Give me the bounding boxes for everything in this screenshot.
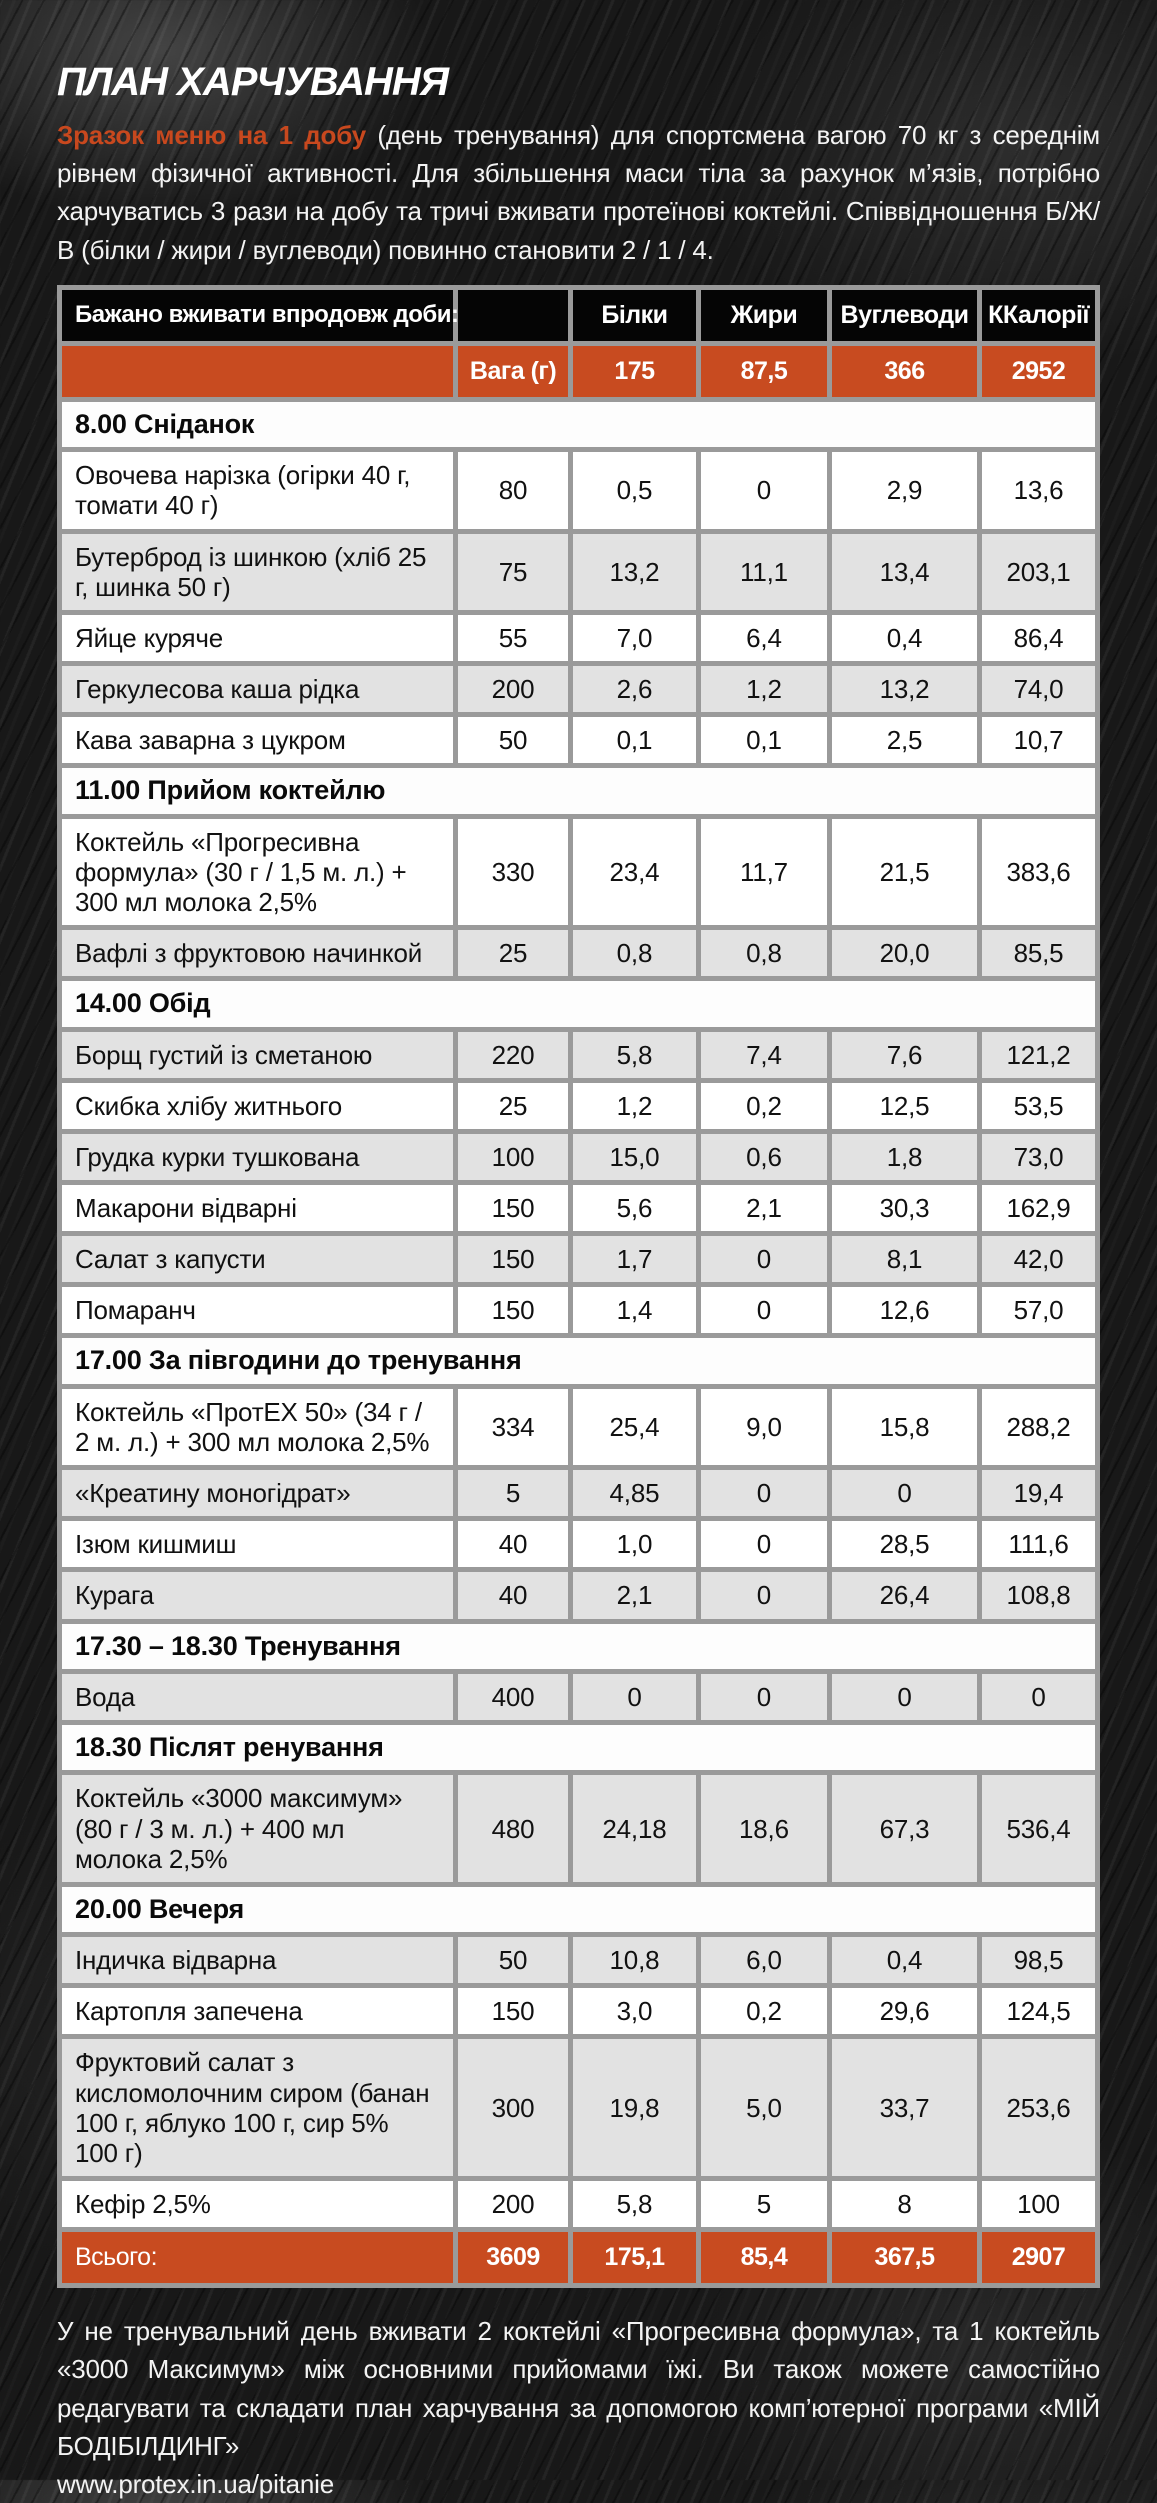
daily-target-row xyxy=(62,346,1095,397)
section-title: 14.00 Обід xyxy=(62,981,1095,1026)
food-protein: 13,2 xyxy=(573,534,696,610)
food-protein: 3,0 xyxy=(573,1988,696,2034)
food-kcal: 121,2 xyxy=(982,1032,1095,1078)
intro-highlight: Зразок меню на 1 добу xyxy=(57,120,367,150)
food-protein: 0,1 xyxy=(573,717,696,763)
food-fat: 0 xyxy=(701,1236,827,1282)
intro-text: (день тренування) для спортсмена вагою 70 кг з середнім рівнем фізичної активності. Для збільшення маси тіла за рахунок м’язів, потрібно харчуватись 3 рази на добу та тричі вживати протеїнові коктейлі. Співвідношення Б/Ж/В (білки / жири / вуглеводи) повинно становити 2 / 1 / 4. xyxy=(57,120,1100,265)
food-row xyxy=(62,1083,1095,1129)
food-weight: 80 xyxy=(458,452,568,528)
footer-paragraph: У не тренувальний день вживати 2 коктейлі «Прогресивна формула», та 1 коктейль «3000 Максимум» між основними прийомами їжі. Ви також можете самостійно редагувати та складати план харчування за допомогою комп’ютерної програми «МІЙ БОДІБІЛДИНГ» xyxy=(57,2316,1100,2461)
food-protein: 19,8 xyxy=(573,2039,696,2176)
food-fat: 0,2 xyxy=(701,1988,827,2034)
food-protein: 10,8 xyxy=(573,1937,696,1983)
food-weight: 220 xyxy=(458,1032,568,1078)
food-row xyxy=(62,1521,1095,1567)
food-protein: 15,0 xyxy=(573,1134,696,1180)
food-weight: 150 xyxy=(458,1185,568,1231)
food-row xyxy=(62,1674,1095,1720)
food-row xyxy=(62,452,1095,528)
daily-target-protein: 175 xyxy=(573,346,696,397)
food-name: Грудка курки тушкована xyxy=(62,1134,453,1180)
daily-target-fat: 87,5 xyxy=(701,346,827,397)
site-url[interactable]: www.protex.in.ua/pitanie xyxy=(57,2469,335,2500)
food-name: Курага xyxy=(62,1572,453,1618)
food-carbs: 30,3 xyxy=(832,1185,977,1231)
nutrition-table xyxy=(57,285,1100,2288)
col-header-desire: Бажано вживати впродовж доби: xyxy=(62,290,453,341)
food-row xyxy=(62,666,1095,712)
section-header-row xyxy=(62,1624,1095,1669)
food-kcal: 162,9 xyxy=(982,1185,1095,1231)
food-row xyxy=(62,2181,1095,2227)
food-protein: 23,4 xyxy=(573,819,696,925)
food-fat: 0,2 xyxy=(701,1083,827,1129)
food-kcal: 73,0 xyxy=(982,1134,1095,1180)
table-header-row xyxy=(62,290,1095,341)
food-protein: 24,18 xyxy=(573,1775,696,1881)
food-fat: 18,6 xyxy=(701,1775,827,1881)
food-fat: 9,0 xyxy=(701,1389,827,1465)
section-title: 20.00 Вечеря xyxy=(62,1887,1095,1932)
food-fat: 6,4 xyxy=(701,615,827,661)
food-row xyxy=(62,534,1095,610)
food-carbs: 8 xyxy=(832,2181,977,2227)
food-kcal: 98,5 xyxy=(982,1937,1095,1983)
table-body xyxy=(62,402,1095,2227)
section-header-row xyxy=(62,1725,1095,1770)
food-carbs: 0,4 xyxy=(832,615,977,661)
food-fat: 0,6 xyxy=(701,1134,827,1180)
food-kcal: 253,6 xyxy=(982,2039,1095,2176)
food-weight: 25 xyxy=(458,1083,568,1129)
food-weight: 25 xyxy=(458,930,568,976)
food-carbs: 12,6 xyxy=(832,1287,977,1333)
food-fat: 0 xyxy=(701,1470,827,1516)
daily-target-label: Вага (г) xyxy=(458,346,568,397)
food-row xyxy=(62,819,1095,925)
food-fat: 0,1 xyxy=(701,717,827,763)
food-weight: 330 xyxy=(458,819,568,925)
food-name: Кава заварна з цукром xyxy=(62,717,453,763)
food-name: Ізюм кишмиш xyxy=(62,1521,453,1567)
food-fat: 5 xyxy=(701,2181,827,2227)
food-fat: 0 xyxy=(701,1572,827,1618)
food-fat: 7,4 xyxy=(701,1032,827,1078)
food-fat: 11,1 xyxy=(701,534,827,610)
food-row xyxy=(62,2039,1095,2176)
section-title: 11.00 Прийом коктейлю xyxy=(62,768,1095,813)
food-name: «Креатину моногідрат» xyxy=(62,1470,453,1516)
food-weight: 50 xyxy=(458,717,568,763)
food-row xyxy=(62,930,1095,976)
food-kcal: 203,1 xyxy=(982,534,1095,610)
section-header-row xyxy=(62,402,1095,447)
food-carbs: 7,6 xyxy=(832,1032,977,1078)
food-weight: 150 xyxy=(458,1236,568,1282)
food-carbs: 33,7 xyxy=(832,2039,977,2176)
food-carbs: 0 xyxy=(832,1674,977,1720)
food-name: Індичка відварна xyxy=(62,1937,453,1983)
total-carbs: 367,5 xyxy=(832,2232,977,2283)
food-protein: 4,85 xyxy=(573,1470,696,1516)
food-kcal: 86,4 xyxy=(982,615,1095,661)
food-carbs: 1,8 xyxy=(832,1134,977,1180)
food-name: Салат з капусти xyxy=(62,1236,453,1282)
food-weight: 5 xyxy=(458,1470,568,1516)
food-row xyxy=(62,1134,1095,1180)
food-carbs: 8,1 xyxy=(832,1236,977,1282)
food-kcal: 42,0 xyxy=(982,1236,1095,1282)
food-protein: 0 xyxy=(573,1674,696,1720)
food-fat: 0,8 xyxy=(701,930,827,976)
section-title: 8.00 Сніданок xyxy=(62,402,1095,447)
food-protein: 1,0 xyxy=(573,1521,696,1567)
food-name: Кефір 2,5% xyxy=(62,2181,453,2227)
food-row xyxy=(62,1937,1095,1983)
food-kcal: 111,6 xyxy=(982,1521,1095,1567)
food-carbs: 13,4 xyxy=(832,534,977,610)
total-label: Всього: xyxy=(62,2232,453,2283)
food-protein: 0,5 xyxy=(573,452,696,528)
food-row xyxy=(62,1470,1095,1516)
section-header-row xyxy=(62,981,1095,1026)
daily-target-empty-cell xyxy=(62,346,453,397)
food-weight: 400 xyxy=(458,1674,568,1720)
col-header-kcal: ККалорії xyxy=(982,290,1095,341)
food-row xyxy=(62,1236,1095,1282)
food-carbs: 0 xyxy=(832,1470,977,1516)
food-name: Помаранч xyxy=(62,1287,453,1333)
section-title: 17.00 За півгодини до тренування xyxy=(62,1338,1095,1383)
food-kcal: 383,6 xyxy=(982,819,1095,925)
food-carbs: 21,5 xyxy=(832,819,977,925)
food-name: Вафлі з фруктовою начинкой xyxy=(62,930,453,976)
total-kcal: 2907 xyxy=(982,2232,1095,2283)
food-kcal: 108,8 xyxy=(982,1572,1095,1618)
total-weight: 3609 xyxy=(458,2232,568,2283)
food-kcal: 10,7 xyxy=(982,717,1095,763)
food-carbs: 67,3 xyxy=(832,1775,977,1881)
food-weight: 100 xyxy=(458,1134,568,1180)
food-name: Бутерброд із шинкою (хліб 25 г, шинка 50 г) xyxy=(62,534,453,610)
food-protein: 2,6 xyxy=(573,666,696,712)
food-row xyxy=(62,1775,1095,1881)
col-header-fat: Жири xyxy=(701,290,827,341)
food-protein: 25,4 xyxy=(573,1389,696,1465)
page-title: ПЛАН ХАРЧУВАННЯ xyxy=(57,60,448,104)
food-fat: 0 xyxy=(701,1674,827,1720)
section-title: 17.30 – 18.30 Тренування xyxy=(62,1624,1095,1669)
food-weight: 200 xyxy=(458,2181,568,2227)
food-kcal: 288,2 xyxy=(982,1389,1095,1465)
section-title: 18.30 Післят ренування xyxy=(62,1725,1095,1770)
food-protein: 5,8 xyxy=(573,2181,696,2227)
food-row xyxy=(62,1389,1095,1465)
food-weight: 334 xyxy=(458,1389,568,1465)
food-fat: 0 xyxy=(701,1287,827,1333)
food-weight: 50 xyxy=(458,1937,568,1983)
food-carbs: 13,2 xyxy=(832,666,977,712)
food-row xyxy=(62,1572,1095,1618)
food-row xyxy=(62,1988,1095,2034)
food-weight: 40 xyxy=(458,1521,568,1567)
food-kcal: 124,5 xyxy=(982,1988,1095,2034)
food-protein: 1,4 xyxy=(573,1287,696,1333)
food-name: Вода xyxy=(62,1674,453,1720)
food-carbs: 2,9 xyxy=(832,452,977,528)
food-kcal: 19,4 xyxy=(982,1470,1095,1516)
col-header-carbs: Вуглеводи xyxy=(832,290,977,341)
food-fat: 1,2 xyxy=(701,666,827,712)
food-row xyxy=(62,1032,1095,1078)
food-protein: 2,1 xyxy=(573,1572,696,1618)
food-weight: 55 xyxy=(458,615,568,661)
food-row xyxy=(62,615,1095,661)
col-header-empty xyxy=(458,290,568,341)
food-name: Яйце куряче xyxy=(62,615,453,661)
food-kcal: 57,0 xyxy=(982,1287,1095,1333)
food-protein: 1,7 xyxy=(573,1236,696,1282)
food-weight: 150 xyxy=(458,1287,568,1333)
food-kcal: 100 xyxy=(982,2181,1095,2227)
col-header-protein: Білки xyxy=(573,290,696,341)
food-weight: 75 xyxy=(458,534,568,610)
daily-target-kcal: 2952 xyxy=(982,346,1095,397)
food-row xyxy=(62,717,1095,763)
food-row xyxy=(62,1185,1095,1231)
total-protein: 175,1 xyxy=(573,2232,696,2283)
food-weight: 150 xyxy=(458,1988,568,2034)
food-name: Коктейль «3000 максимум» (80 г / 3 м. л.) + 400 мл молока 2,5% xyxy=(62,1775,453,1881)
food-weight: 480 xyxy=(458,1775,568,1881)
food-name: Скибка хлібу житнього xyxy=(62,1083,453,1129)
food-protein: 0,8 xyxy=(573,930,696,976)
food-name: Макарони відварні xyxy=(62,1185,453,1231)
total-fat: 85,4 xyxy=(701,2232,827,2283)
food-fat: 11,7 xyxy=(701,819,827,925)
food-fat: 0 xyxy=(701,452,827,528)
food-carbs: 15,8 xyxy=(832,1389,977,1465)
food-kcal: 53,5 xyxy=(982,1083,1095,1129)
food-name: Картопля запечена xyxy=(62,1988,453,2034)
food-weight: 40 xyxy=(458,1572,568,1618)
food-carbs: 28,5 xyxy=(832,1521,977,1567)
food-fat: 5,0 xyxy=(701,2039,827,2176)
food-name: Фруктовий салат з кисломолочним сиром (банан 100 г, яблуко 100 г, сир 5% 100 г) xyxy=(62,2039,453,2176)
food-carbs: 20,0 xyxy=(832,930,977,976)
food-name: Геркулесова каша рідка xyxy=(62,666,453,712)
food-fat: 0 xyxy=(701,1521,827,1567)
food-fat: 6,0 xyxy=(701,1937,827,1983)
food-protein: 1,2 xyxy=(573,1083,696,1129)
food-protein: 7,0 xyxy=(573,615,696,661)
food-weight: 300 xyxy=(458,2039,568,2176)
food-name: Овочева нарізка (огірки 40 г, томати 40 г) xyxy=(62,452,453,528)
food-kcal: 85,5 xyxy=(982,930,1095,976)
total-row xyxy=(62,2232,1095,2283)
food-name: Борщ густий із сметаною xyxy=(62,1032,453,1078)
food-protein: 5,8 xyxy=(573,1032,696,1078)
intro-paragraph xyxy=(57,116,1100,269)
food-weight: 200 xyxy=(458,666,568,712)
food-kcal: 74,0 xyxy=(982,666,1095,712)
daily-target-carbs: 366 xyxy=(832,346,977,397)
food-carbs: 26,4 xyxy=(832,1572,977,1618)
section-header-row xyxy=(62,768,1095,813)
food-carbs: 12,5 xyxy=(832,1083,977,1129)
food-carbs: 2,5 xyxy=(832,717,977,763)
food-carbs: 0,4 xyxy=(832,1937,977,1983)
food-fat: 2,1 xyxy=(701,1185,827,1231)
section-header-row xyxy=(62,1887,1095,1932)
food-kcal: 13,6 xyxy=(982,452,1095,528)
food-carbs: 29,6 xyxy=(832,1988,977,2034)
food-row xyxy=(62,1287,1095,1333)
food-name: Коктейль «Прогресивна формула» (30 г / 1,5 м. л.) + 300 мл молока 2,5% xyxy=(62,819,453,925)
food-protein: 5,6 xyxy=(573,1185,696,1231)
section-header-row xyxy=(62,1338,1095,1383)
food-kcal: 536,4 xyxy=(982,1775,1095,1881)
food-kcal: 0 xyxy=(982,1674,1095,1720)
food-name: Коктейль «ПротЕХ 50» (34 г / 2 м. л.) + 300 мл молока 2,5% xyxy=(62,1389,453,1465)
